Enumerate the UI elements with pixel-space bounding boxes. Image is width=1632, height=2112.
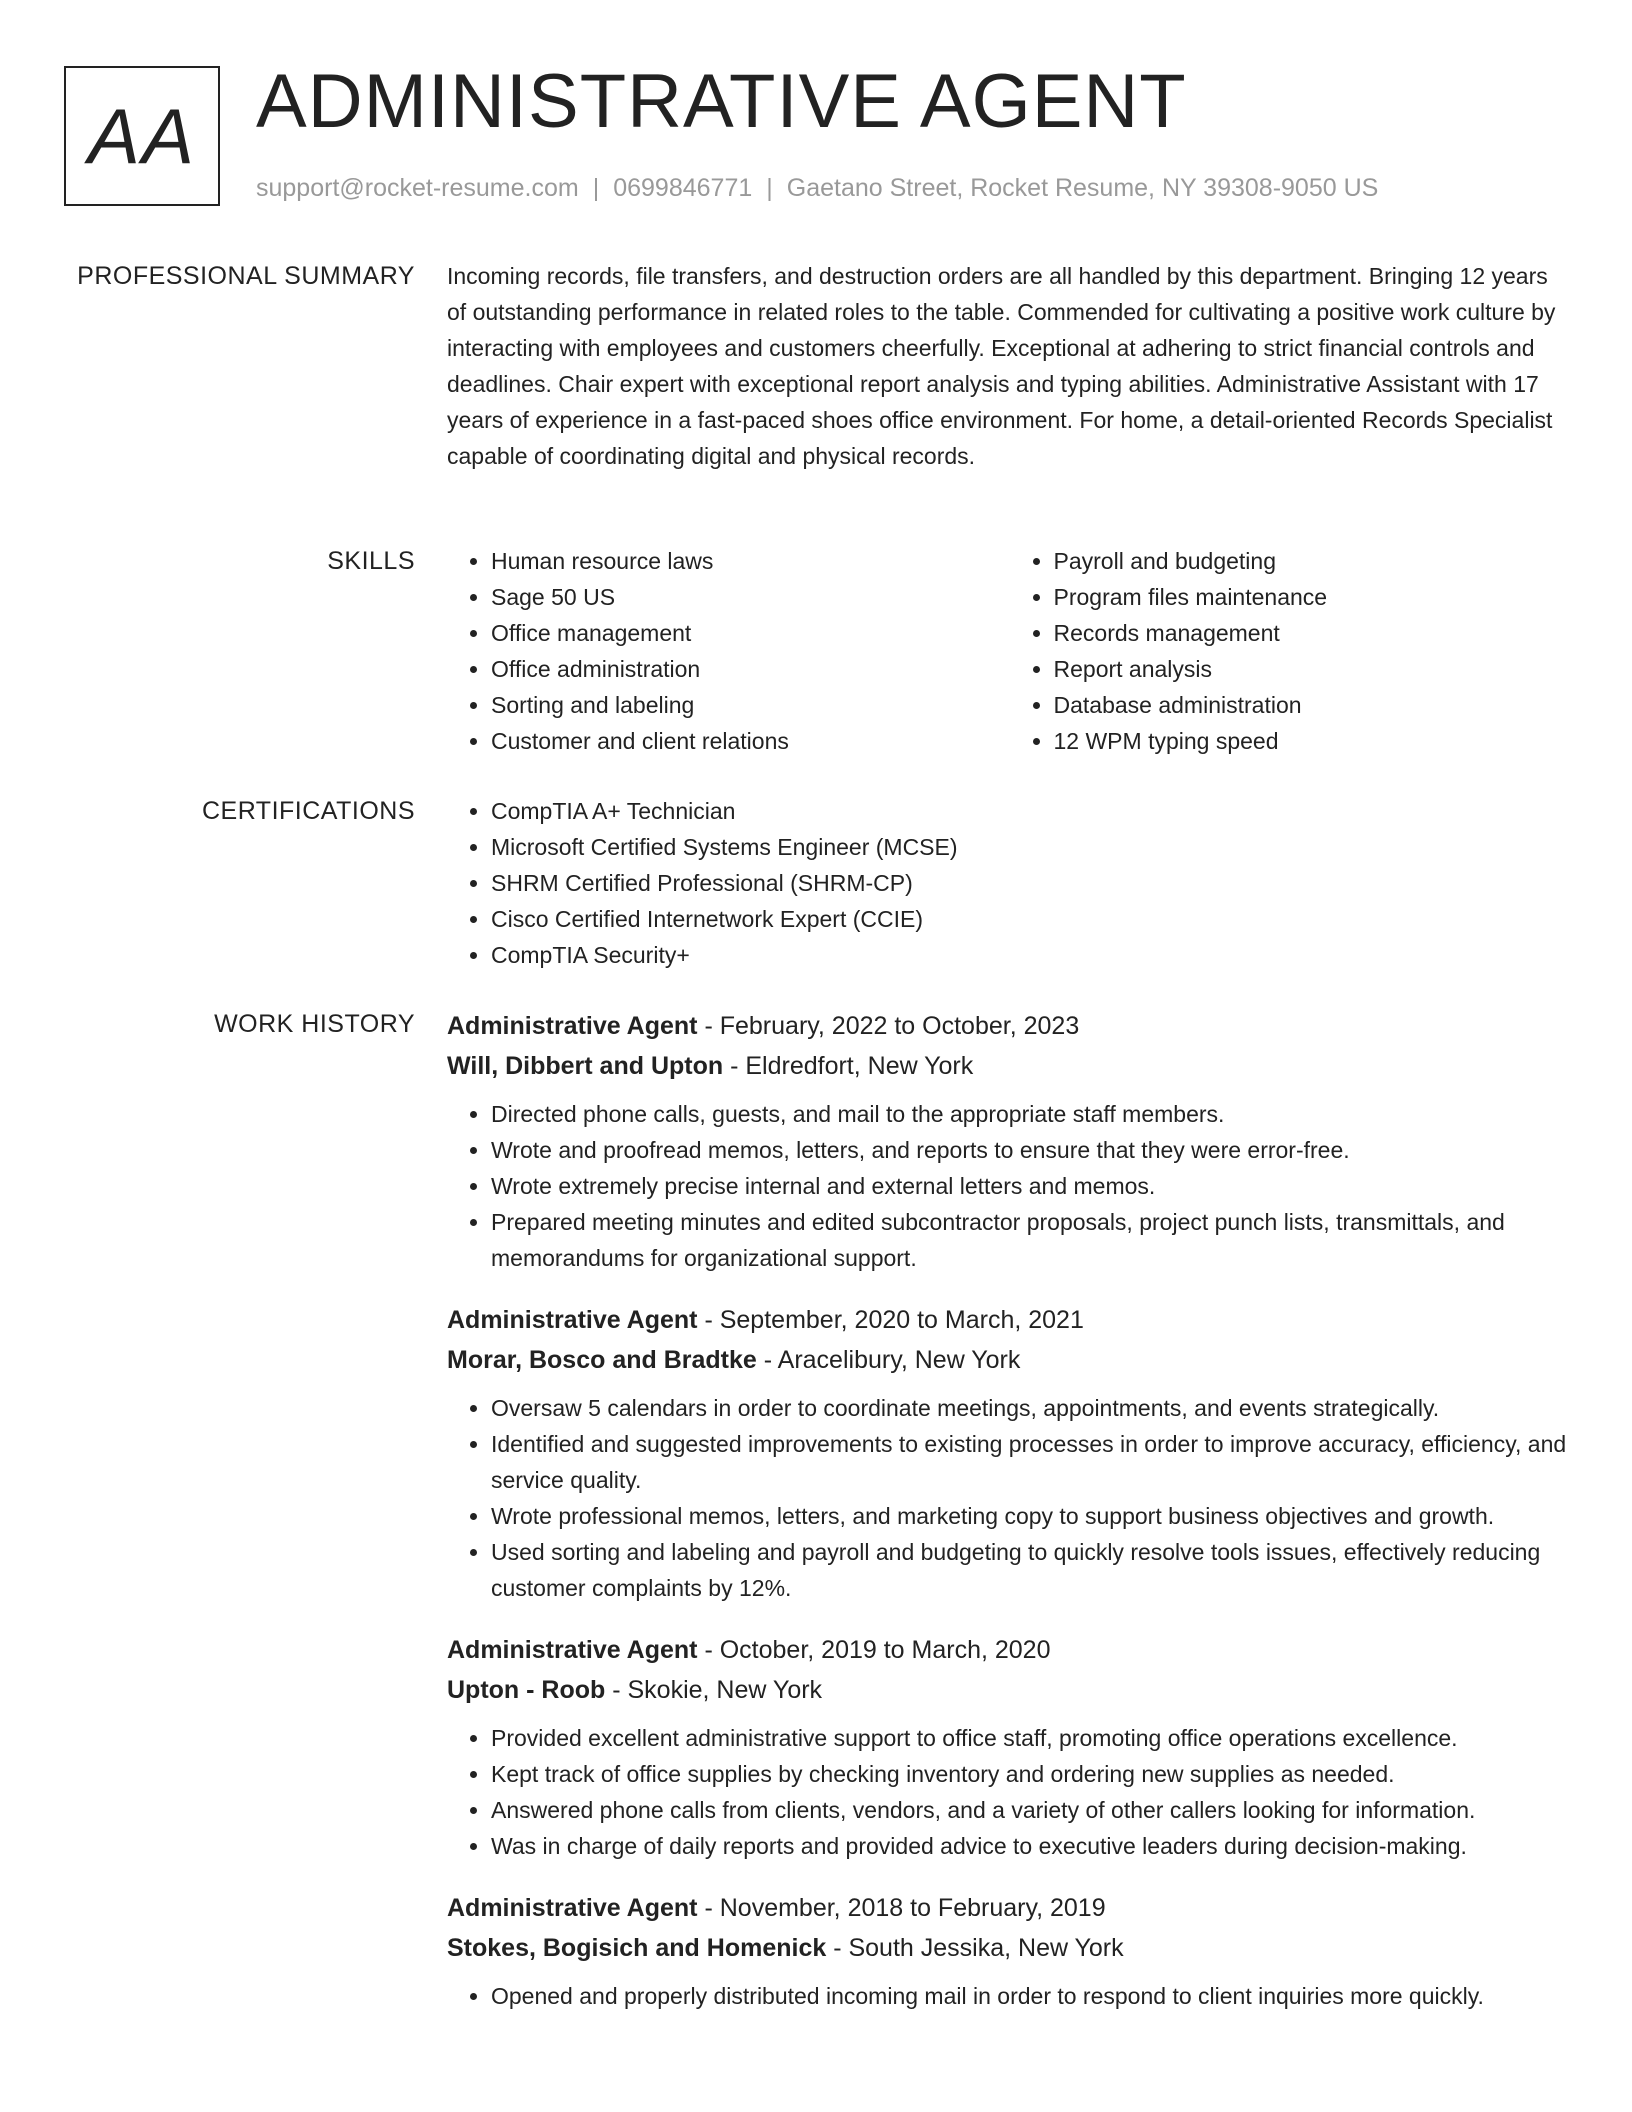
job-company-line (447, 1046, 1572, 1086)
contact-phone: 0699846771 (613, 174, 753, 202)
certification-item: • Cisco Certified Internetwork Expert (CCIE) (491, 901, 1572, 937)
job-bullet: • Oversaw 5 calendars in order to coordinate meetings, appointments, and events strategically. (491, 1390, 1572, 1426)
certification-item: • CompTIA Security+ (491, 937, 1572, 973)
job-bullet: • Wrote professional memos, letters, and marketing copy to support business objectives and growth. (491, 1498, 1572, 1534)
job-bullet: • Wrote extremely precise internal and external letters and memos. (491, 1168, 1572, 1204)
skill-item: • Customer and client relations (491, 723, 1010, 759)
skills-list-right (1010, 543, 1573, 759)
monogram-text: AA (87, 91, 197, 180)
job-entry (447, 1888, 1572, 2014)
job-location: - Eldredfort, New York (723, 1052, 974, 1080)
certifications-list (447, 793, 1572, 973)
skill-item: • 12 WPM typing speed (1054, 723, 1573, 759)
job-location: - South Jessika, New York (826, 1934, 1124, 1962)
certifications-heading: CERTIFICATIONS (201, 797, 415, 825)
skill-item: • Payroll and budgeting (1054, 543, 1573, 579)
job-bullet: • Was in charge of daily reports and provided advice to executive leaders during decision-making. (491, 1828, 1572, 1864)
job-title: Administrative Agent (447, 1636, 698, 1664)
job-location: - Aracelibury, New York (756, 1346, 1021, 1374)
job-bullet: • Wrote and proofread memos, letters, and reports to ensure that they were error-free. (491, 1132, 1572, 1168)
monogram-logo (64, 66, 220, 206)
job-title: Administrative Agent (447, 1894, 698, 1922)
job-bullets (447, 1096, 1572, 1276)
job-company: Will, Dibbert and Upton (447, 1052, 724, 1080)
skill-item: • Sorting and labeling (491, 687, 1010, 723)
summary-body (447, 258, 1572, 474)
job-bullet: • Kept track of office supplies by checking inventory and ordering new supplies as needed. (491, 1756, 1572, 1792)
job-company: Morar, Bosco and Bradtke (447, 1346, 757, 1374)
contact-line (256, 174, 1378, 203)
page-title: ADMINISTRATIVE AGENT (256, 59, 1187, 144)
job-company: Upton - Roob (447, 1676, 606, 1704)
job-dates: - February, 2022 to October, 2023 (697, 1012, 1080, 1040)
job-title-line (447, 1300, 1572, 1340)
skills-heading: SKILLS (327, 547, 415, 575)
job-bullets (447, 1720, 1572, 1864)
job-company-line (447, 1928, 1572, 1968)
job-title: Administrative Agent (447, 1306, 698, 1334)
skills-body (447, 543, 1572, 759)
job-company: Stokes, Bogisich and Homenick (447, 1934, 827, 1962)
skill-item: • Human resource laws (491, 543, 1010, 579)
job-entry (447, 1630, 1572, 1864)
skill-item: • Office administration (491, 651, 1010, 687)
certification-item: • Microsoft Certified Systems Engineer (MCSE) (491, 829, 1572, 865)
work-history-heading: WORK HISTORY (214, 1010, 415, 1038)
job-entry (447, 1006, 1572, 1276)
job-bullets (447, 1978, 1572, 2014)
job-bullet: • Prepared meeting minutes and edited subcontractor proposals, project punch lists, transmittals, and memorandums for organizational support. (491, 1204, 1572, 1276)
skill-item: • Records management (1054, 615, 1573, 651)
skill-item: • Office management (491, 615, 1010, 651)
job-title-line (447, 1888, 1572, 1928)
skill-item: • Report analysis (1054, 651, 1573, 687)
job-company-line (447, 1670, 1572, 1710)
job-entry (447, 1300, 1572, 1606)
job-bullet: • Provided excellent administrative support to office staff, promoting office operations excellence. (491, 1720, 1572, 1756)
job-dates: - October, 2019 to March, 2020 (697, 1636, 1051, 1664)
contact-separator: | (766, 174, 773, 202)
job-dates: - September, 2020 to March, 2021 (697, 1306, 1084, 1334)
job-location: - Skokie, New York (605, 1676, 823, 1704)
certification-item: • CompTIA A+ Technician (491, 793, 1572, 829)
contact-separator: | (592, 174, 600, 202)
job-bullet: • Opened and properly distributed incoming mail in order to respond to client inquiries more quickly. (491, 1978, 1572, 2014)
summary-heading: PROFESSIONAL SUMMARY (77, 262, 415, 290)
job-dates: - November, 2018 to February, 2019 (697, 1894, 1106, 1922)
job-bullet: • Identified and suggested improvements to existing processes in order to improve accuracy, efficiency, and service quality. (491, 1426, 1572, 1498)
summary-text: Incoming records, file transfers, and destruction orders are all handled by this department. Bringing 12 years of outstanding performance in related roles to the table. Commended for cultivating a positive work culture by interacting with employees and customers cheerfully. Exceptional at adhering to strict financial controls and deadlines. Chair expert with exceptional report analysis and typing abilities. Administrative Assistant with 17 years of experience in a fast-paced shoes office environment. For home, a detail-oriented Records Specialist capable of coordinating digital and physical records. (447, 263, 1556, 469)
skill-item: • Database administration (1054, 687, 1573, 723)
contact-email: support@rocket-resume.com (256, 174, 579, 202)
certifications-body (447, 793, 1572, 973)
skills-list-left (447, 543, 1010, 759)
job-bullet: • Answered phone calls from clients, vendors, and a variety of other callers looking for information. (491, 1792, 1572, 1828)
job-bullet: • Directed phone calls, guests, and mail to the appropriate staff members. (491, 1096, 1572, 1132)
job-bullets (447, 1390, 1572, 1606)
job-title-line (447, 1630, 1572, 1670)
job-title-line (447, 1006, 1572, 1046)
job-company-line (447, 1340, 1572, 1380)
job-title: Administrative Agent (447, 1012, 698, 1040)
contact-address: Gaetano Street, Rocket Resume, NY 39308-9050 US (786, 174, 1379, 202)
work-history-body (447, 1006, 1572, 2038)
skill-item: • Program files maintenance (1054, 579, 1573, 615)
certification-item: • SHRM Certified Professional (SHRM-CP) (491, 865, 1572, 901)
skill-item: • Sage 50 US (491, 579, 1010, 615)
job-bullet: • Used sorting and labeling and payroll and budgeting to quickly resolve tools issues, effectively reducing customer complaints by 12%. (491, 1534, 1572, 1606)
